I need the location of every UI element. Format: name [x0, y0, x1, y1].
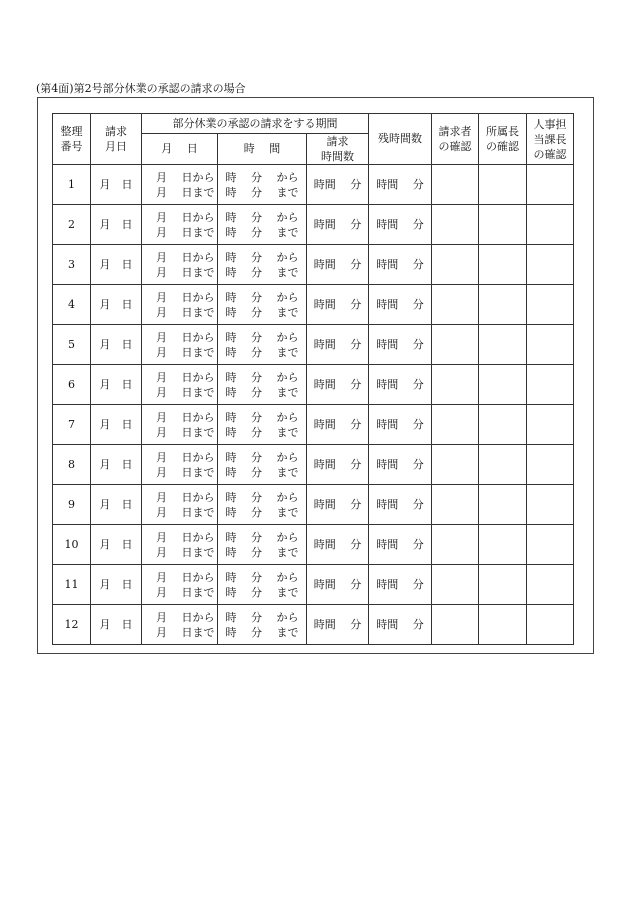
serial-number-cell: 8	[53, 445, 91, 485]
remaining-hours-cell[interactable]: 時間 分	[369, 525, 432, 565]
table-row	[53, 325, 574, 365]
requested-hours-cell[interactable]: 時間 分	[307, 525, 369, 565]
period-time-cell[interactable]: 時 分 から 時 分 まで	[218, 165, 307, 205]
request-date-cell[interactable]: 月 日	[91, 205, 142, 245]
chief-confirm-cell[interactable]	[479, 525, 527, 565]
chief-confirm-cell[interactable]	[479, 485, 527, 525]
serial-number-cell: 11	[53, 565, 91, 605]
header-serial-number: 整理 番号	[53, 114, 91, 165]
applicant-confirm-cell[interactable]	[432, 565, 479, 605]
period-date-cell[interactable]: 月 日から 月 日まで	[142, 525, 218, 565]
request-date-cell[interactable]: 月 日	[91, 485, 142, 525]
remaining-hours-cell[interactable]: 時間 分	[369, 165, 432, 205]
header-requested-hours: 請求 時間数	[307, 134, 369, 165]
remaining-hours-cell[interactable]: 時間 分	[369, 285, 432, 325]
request-date-cell[interactable]: 月 日	[91, 325, 142, 365]
period-time-cell[interactable]: 時 分 から 時 分 まで	[218, 445, 307, 485]
request-date-cell[interactable]: 月 日	[91, 605, 142, 645]
chief-confirm-cell[interactable]	[479, 405, 527, 445]
period-date-cell[interactable]: 月 日から 月 日まで	[142, 205, 218, 245]
hr-confirm-cell[interactable]	[527, 565, 574, 605]
period-time-cell[interactable]: 時 分 から 時 分 まで	[218, 565, 307, 605]
period-date-cell[interactable]: 月 日から 月 日まで	[142, 485, 218, 525]
applicant-confirm-cell[interactable]	[432, 165, 479, 205]
remaining-hours-cell[interactable]: 時間 分	[369, 365, 432, 405]
remaining-hours-cell[interactable]: 時間 分	[369, 565, 432, 605]
table-row	[53, 445, 574, 485]
chief-confirm-cell[interactable]	[479, 565, 527, 605]
period-time-cell[interactable]: 時 分 から 時 分 まで	[218, 605, 307, 645]
table-row	[53, 525, 574, 565]
serial-number-cell: 10	[53, 525, 91, 565]
header-period: 部分休業の承認の請求をする期間	[142, 114, 369, 134]
hr-confirm-cell[interactable]	[527, 605, 574, 645]
remaining-hours-cell[interactable]: 時間 分	[369, 605, 432, 645]
request-date-cell[interactable]: 月 日	[91, 445, 142, 485]
header-time: 時 間	[218, 134, 307, 165]
applicant-confirm-cell[interactable]	[432, 325, 479, 365]
period-date-cell[interactable]: 月 日から 月 日まで	[142, 165, 218, 205]
period-time-cell[interactable]: 時 分 から 時 分 まで	[218, 365, 307, 405]
header-hr-confirm: 人事担 当課長 の確認	[527, 114, 574, 165]
request-date-cell[interactable]: 月 日	[91, 165, 142, 205]
hr-confirm-cell[interactable]	[527, 445, 574, 485]
requested-hours-cell[interactable]: 時間 分	[307, 445, 369, 485]
request-date-cell[interactable]: 月 日	[91, 285, 142, 325]
chief-confirm-cell[interactable]	[479, 445, 527, 485]
request-date-cell[interactable]: 月 日	[91, 405, 142, 445]
chief-confirm-cell[interactable]	[479, 325, 527, 365]
applicant-confirm-cell[interactable]	[432, 605, 479, 645]
requested-hours-cell[interactable]: 時間 分	[307, 605, 369, 645]
serial-number-cell: 12	[53, 605, 91, 645]
partial-leave-request-table	[52, 113, 574, 645]
applicant-confirm-cell[interactable]	[432, 405, 479, 445]
requested-hours-cell[interactable]: 時間 分	[307, 365, 369, 405]
header-date: 月 日	[142, 134, 218, 165]
serial-number-cell: 3	[53, 245, 91, 285]
header-applicant-confirm: 請求者 の確認	[432, 114, 479, 165]
period-time-cell[interactable]: 時 分 から 時 分 まで	[218, 325, 307, 365]
hr-confirm-cell[interactable]	[527, 205, 574, 245]
chief-confirm-cell[interactable]	[479, 165, 527, 205]
remaining-hours-cell[interactable]: 時間 分	[369, 445, 432, 485]
period-date-cell[interactable]: 月 日から 月 日まで	[142, 285, 218, 325]
chief-confirm-cell[interactable]	[479, 285, 527, 325]
hr-confirm-cell[interactable]	[527, 405, 574, 445]
requested-hours-cell[interactable]: 時間 分	[307, 565, 369, 605]
period-date-cell[interactable]: 月 日から 月 日まで	[142, 445, 218, 485]
request-date-cell[interactable]: 月 日	[91, 565, 142, 605]
applicant-confirm-cell[interactable]	[432, 285, 479, 325]
hr-confirm-cell[interactable]	[527, 485, 574, 525]
table-row	[53, 605, 574, 645]
remaining-hours-cell[interactable]: 時間 分	[369, 405, 432, 445]
period-time-cell[interactable]: 時 分 から 時 分 まで	[218, 405, 307, 445]
remaining-hours-cell[interactable]: 時間 分	[369, 485, 432, 525]
remaining-hours-cell[interactable]: 時間 分	[369, 205, 432, 245]
chief-confirm-cell[interactable]	[479, 205, 527, 245]
hr-confirm-cell[interactable]	[527, 325, 574, 365]
applicant-confirm-cell[interactable]	[432, 445, 479, 485]
chief-confirm-cell[interactable]	[479, 365, 527, 405]
requested-hours-cell[interactable]: 時間 分	[307, 165, 369, 205]
requested-hours-cell[interactable]: 時間 分	[307, 325, 369, 365]
request-date-cell[interactable]: 月 日	[91, 245, 142, 285]
period-date-cell[interactable]: 月 日から 月 日まで	[142, 405, 218, 445]
table-row	[53, 245, 574, 285]
period-time-cell[interactable]: 時 分 から 時 分 まで	[218, 525, 307, 565]
applicant-confirm-cell[interactable]	[432, 205, 479, 245]
header-request-date: 請求 月日	[91, 114, 142, 165]
period-date-cell[interactable]: 月 日から 月 日まで	[142, 605, 218, 645]
hr-confirm-cell[interactable]	[527, 525, 574, 565]
header-row-1	[53, 114, 574, 134]
period-time-cell[interactable]: 時 分 から 時 分 まで	[218, 285, 307, 325]
remaining-hours-cell[interactable]: 時間 分	[369, 325, 432, 365]
table-row	[53, 285, 574, 325]
header-chief-confirm: 所属長 の確認	[479, 114, 527, 165]
table-row	[53, 165, 574, 205]
period-date-cell[interactable]: 月 日から 月 日まで	[142, 365, 218, 405]
hr-confirm-cell[interactable]	[527, 245, 574, 285]
period-time-cell[interactable]: 時 分 から 時 分 まで	[218, 205, 307, 245]
hr-confirm-cell[interactable]	[527, 165, 574, 205]
header-remaining-hours: 残時間数	[369, 114, 432, 165]
chief-confirm-cell[interactable]	[479, 605, 527, 645]
requested-hours-cell[interactable]: 時間 分	[307, 405, 369, 445]
requested-hours-cell[interactable]: 時間 分	[307, 245, 369, 285]
table-row	[53, 365, 574, 405]
period-time-cell[interactable]: 時 分 から 時 分 まで	[218, 245, 307, 285]
serial-number-cell: 4	[53, 285, 91, 325]
serial-number-cell: 1	[53, 165, 91, 205]
applicant-confirm-cell[interactable]	[432, 365, 479, 405]
serial-number-cell: 6	[53, 365, 91, 405]
table-row	[53, 405, 574, 445]
form-caption: (第4面)第2号部分休業の承認の請求の場合	[36, 82, 246, 95]
applicant-confirm-cell[interactable]	[432, 245, 479, 285]
period-date-cell[interactable]: 月 日から 月 日まで	[142, 565, 218, 605]
request-date-cell[interactable]: 月 日	[91, 525, 142, 565]
serial-number-cell: 5	[53, 325, 91, 365]
requested-hours-cell[interactable]: 時間 分	[307, 285, 369, 325]
applicant-confirm-cell[interactable]	[432, 525, 479, 565]
hr-confirm-cell[interactable]	[527, 285, 574, 325]
hr-confirm-cell[interactable]	[527, 365, 574, 405]
serial-number-cell: 7	[53, 405, 91, 445]
period-date-cell[interactable]: 月 日から 月 日まで	[142, 325, 218, 365]
table-row	[53, 565, 574, 605]
period-date-cell[interactable]: 月 日から 月 日まで	[142, 245, 218, 285]
applicant-confirm-cell[interactable]	[432, 485, 479, 525]
chief-confirm-cell[interactable]	[479, 245, 527, 285]
requested-hours-cell[interactable]: 時間 分	[307, 485, 369, 525]
request-date-cell[interactable]: 月 日	[91, 365, 142, 405]
serial-number-cell: 2	[53, 205, 91, 245]
requested-hours-cell[interactable]: 時間 分	[307, 205, 369, 245]
table-row	[53, 485, 574, 525]
remaining-hours-cell[interactable]: 時間 分	[369, 245, 432, 285]
table-row	[53, 205, 574, 245]
serial-number-cell: 9	[53, 485, 91, 525]
period-time-cell[interactable]: 時 分 から 時 分 まで	[218, 485, 307, 525]
